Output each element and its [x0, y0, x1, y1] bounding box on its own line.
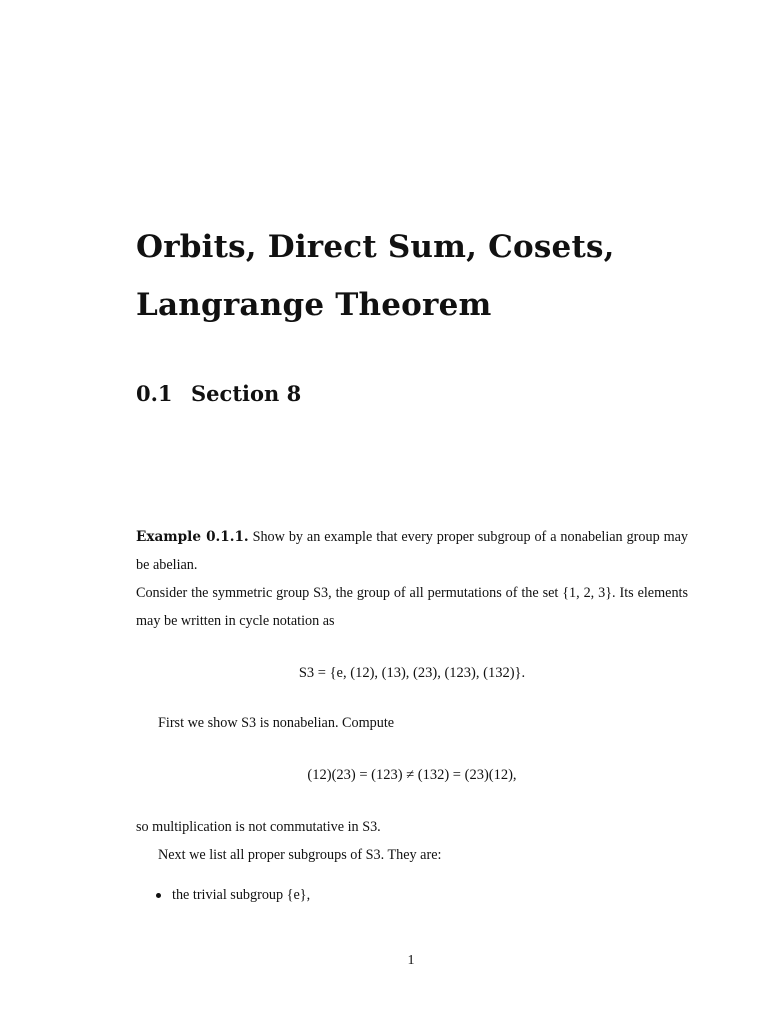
- section-title: Section 8: [191, 381, 302, 406]
- bullet-icon: [156, 893, 161, 898]
- consider-paragraph: Consider the symmetric group S3, the group of all permutations of the set {1, 2, 3}. Its elements may be written in cycle notation as: [136, 585, 688, 629]
- section-number: 0.1: [136, 381, 173, 406]
- example-block: [136, 523, 688, 579]
- section-heading: [136, 380, 301, 408]
- example-text: Show by an example that every proper subgroup of a nonabelian group may be abelian.: [136, 529, 689, 573]
- not-commutative-paragraph: so multiplication is not commutative in S3.: [136, 819, 381, 835]
- list-item-text: the trivial subgroup {e},: [172, 887, 311, 903]
- chapter-title-line-2: Langrange Theorem: [136, 287, 492, 323]
- chapter-title-line-1: Orbits, Direct Sum, Cosets,: [136, 229, 615, 265]
- subgroup-list: [136, 881, 688, 909]
- chapter-title: [136, 218, 696, 334]
- compute-equation: (12)(23) = (123) ≠ (132) = (23)(12),: [307, 767, 517, 783]
- example-label: Example 0.1.1.: [136, 529, 249, 545]
- list-item: [136, 881, 688, 909]
- s3-set-equation: S3 = {e, (12), (13), (23), (123), (132)}.: [298, 665, 526, 681]
- nonabelian-paragraph: First we show S3 is nonabelian. Compute: [158, 715, 395, 731]
- page-number: 1: [407, 953, 415, 968]
- subgroups-intro-paragraph: Next we list all proper subgroups of S3. They are:: [158, 847, 442, 863]
